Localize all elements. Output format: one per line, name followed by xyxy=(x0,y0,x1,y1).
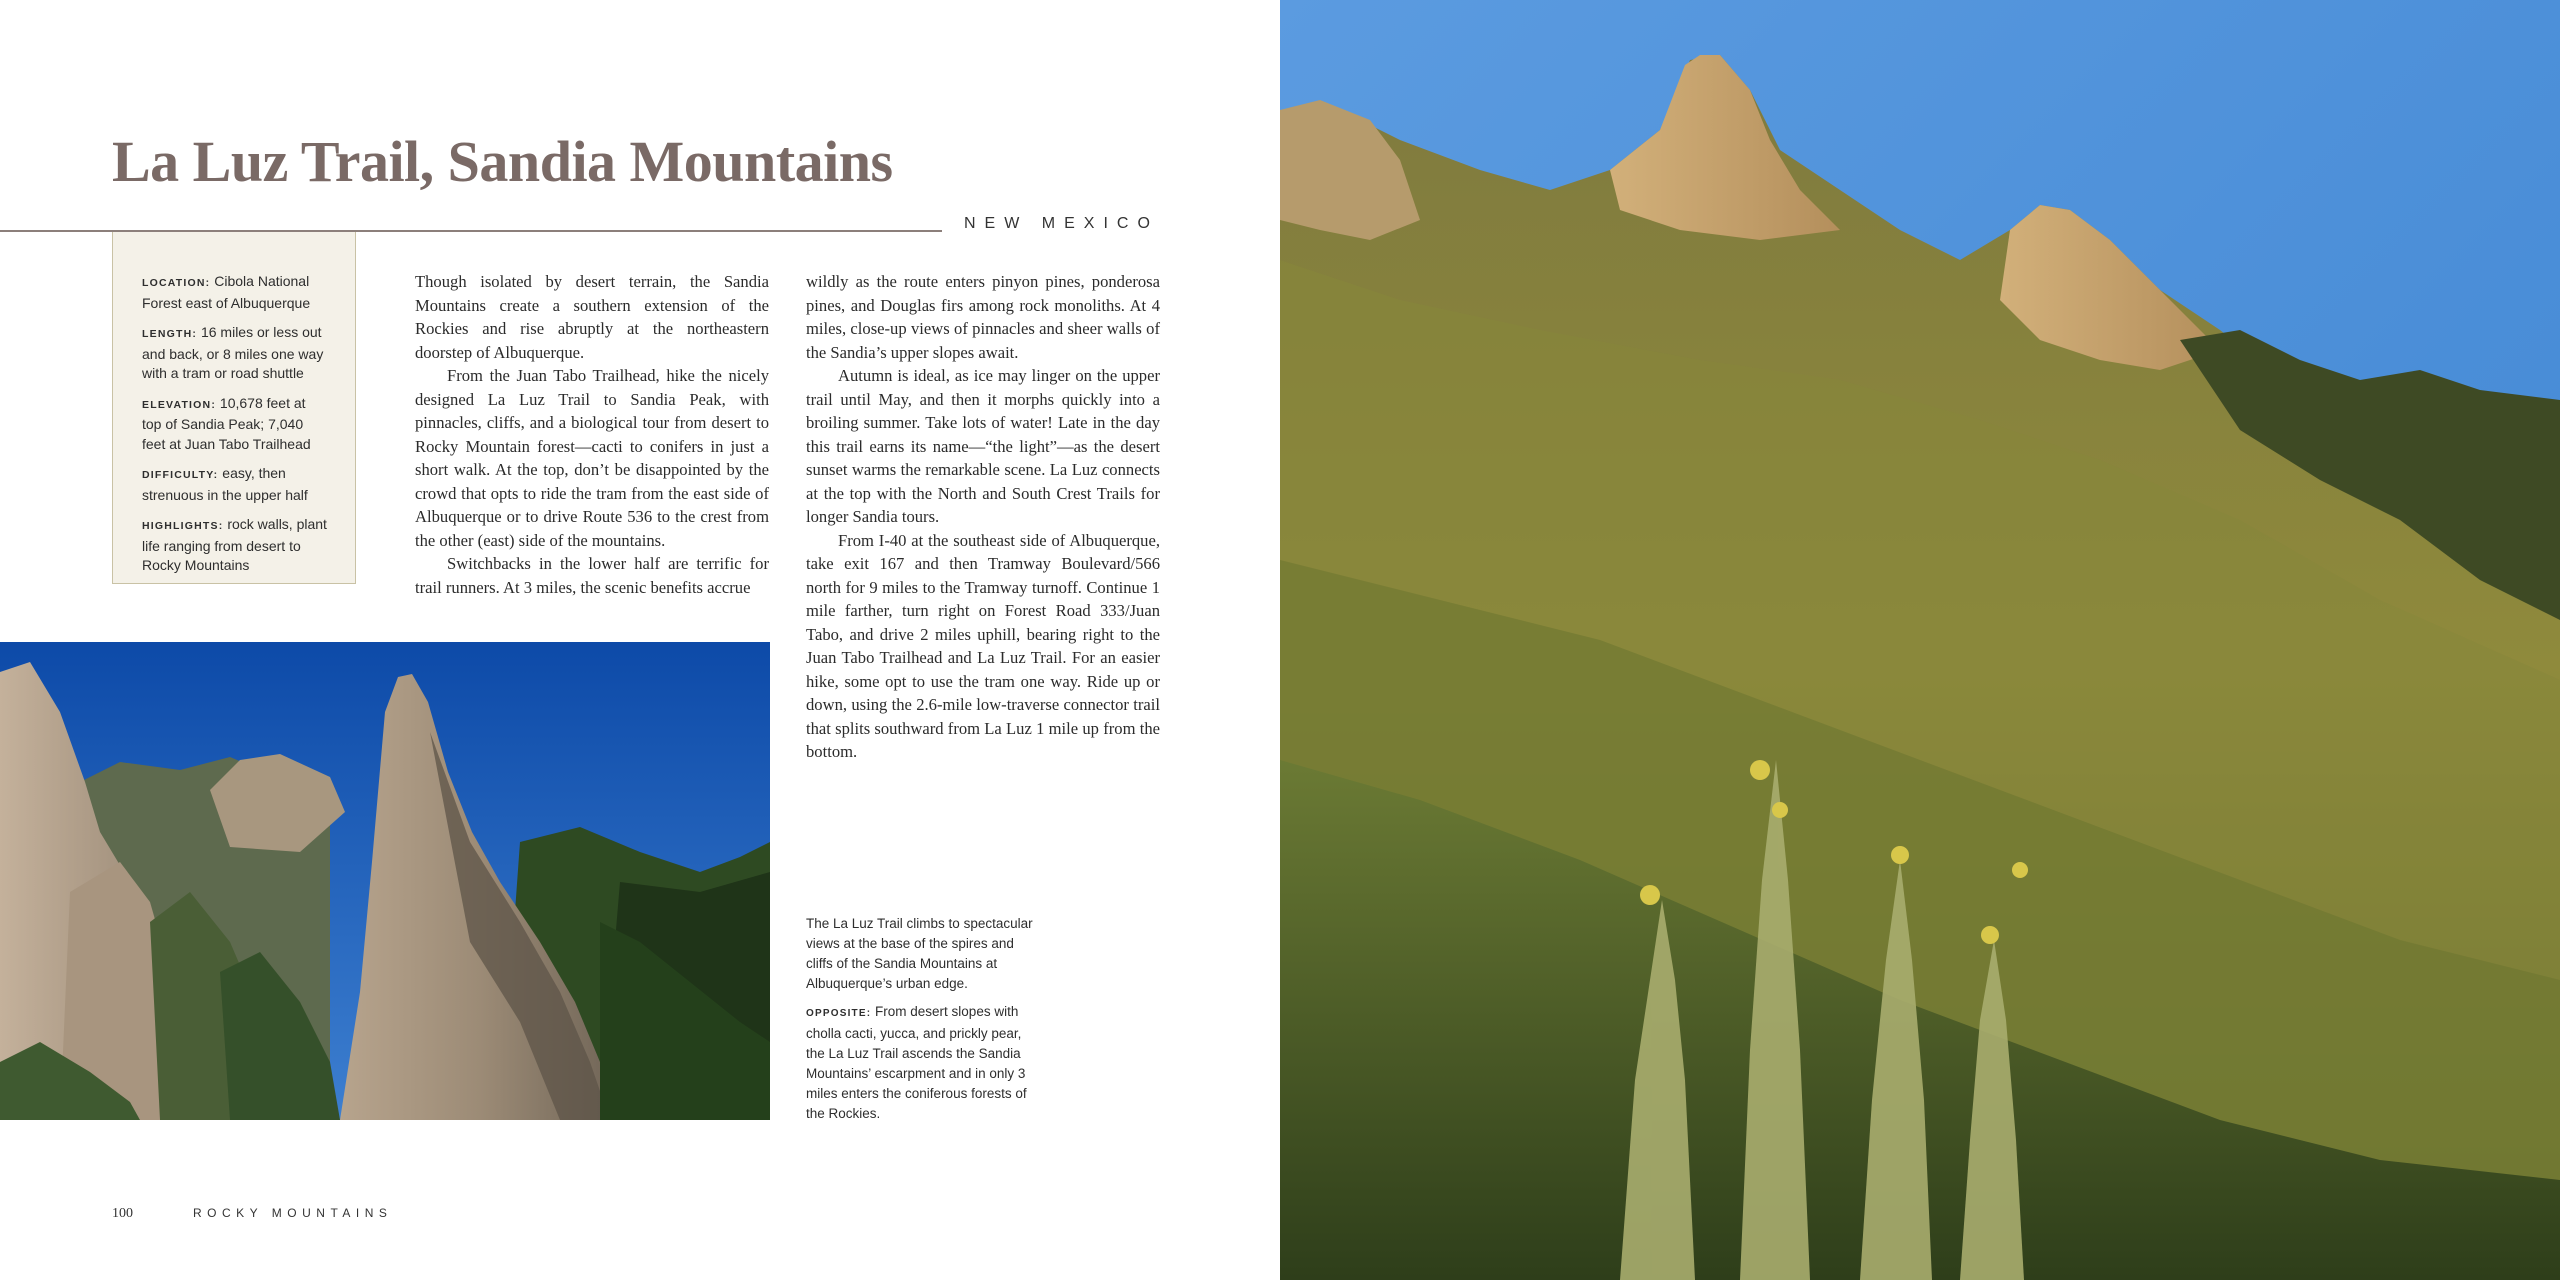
sidebar-item-elevation xyxy=(142,394,327,455)
trail-facts-sidebar xyxy=(112,232,356,584)
sidebar-label: LENGTH: xyxy=(142,328,198,340)
caption-opposite-text: From desert slopes with cholla cacti, yucca, and prickly pear, the La Luz Trail ascends the Sandia Mountains’ escarpment and in only 3 miles enters the coniferous forests of the Rockies. xyxy=(806,1004,1027,1121)
body-column-1 xyxy=(415,270,769,599)
body-paragraph: wildly as the route enters pinyon pines, ponderosa pines, and Douglas firs among rock monoliths. At 4 miles, close-up views of pinnacles and sheer walls of the Sandia’s upper slopes await. xyxy=(806,272,1160,362)
sidebar-text: easy, then strenuous in the upper half xyxy=(142,465,308,503)
body-paragraph: Autumn is ideal, as ice may linger on the upper trail until May, and then it morphs quickly into a broiling summer. Take lots of water! Late in the day this trail earns its name—“the light”—as the desert sunset warms the remarkable scene. La Luz connects at the top with the North and South Crest Trails for longer Sandia tours. xyxy=(806,366,1160,526)
caption-opposite xyxy=(806,1002,1036,1124)
body-column-2 xyxy=(806,270,1160,764)
body-paragraph: Switchbacks in the lower half are terrific for trail runners. At 3 miles, the scenic benefits accrue xyxy=(415,554,769,597)
running-head: ROCKY MOUNTAINS xyxy=(193,1206,393,1220)
sidebar-text: 16 miles or less out and back, or 8 miles one way with a tram or road shuttle xyxy=(142,324,324,381)
page-number: 100 xyxy=(112,1206,133,1221)
sidebar-item-highlights xyxy=(142,515,327,576)
sidebar-label: LOCATION: xyxy=(142,277,211,289)
sidebar-text: rock walls, plant life ranging from desert to Rocky Mountains xyxy=(142,516,327,573)
photo-caption xyxy=(806,914,1036,1132)
sidebar-item-location xyxy=(142,272,327,313)
body-paragraph: From the Juan Tabo Trailhead, hike the nicely designed La Luz Trail to Sandia Peak, with pinnacles, cliffs, and a biological tour from desert to Rocky Mountain forest—cacti to conifers in just a short walk. At the top, don’t be disappointed by the crowd that opts to ride the tram from the east side of Albuquerque or to drive Route 536 to the crest from the other (east) side of the mountains. xyxy=(415,366,769,550)
sidebar-text: Cibola National Forest east of Albuquerque xyxy=(142,273,311,311)
body-paragraph: Though isolated by desert terrain, the Sandia Mountains create a southern extension of the Rockies and rise abruptly at the northeastern doorstep of Albuquerque. xyxy=(415,272,769,362)
sidebar-text: 10,678 feet at top of Sandia Peak; 7,040 feet at Juan Tabo Trailhead xyxy=(142,394,311,452)
page-title: La Luz Trail, Sandia Mountains xyxy=(112,129,893,194)
sidebar-label: DIFFICULTY: xyxy=(142,469,219,481)
spires-photo xyxy=(0,642,770,1120)
sidebar-label: HIGHLIGHTS: xyxy=(142,520,224,532)
sidebar-item-length xyxy=(142,323,327,384)
sidebar-label: ELEVATION: xyxy=(142,398,217,411)
caption-main: The La Luz Trail climbs to spectacular views at the base of the spires and cliffs of the Sandia Mountains at Albuquerque’s urban edge. xyxy=(806,916,1033,991)
sidebar-item-difficulty xyxy=(142,464,327,505)
caption-opposite-label: OPPOSITE: xyxy=(806,1008,872,1019)
region-label: NEW MEXICO xyxy=(964,215,1159,232)
hillside-photo xyxy=(1280,0,2560,1280)
body-paragraph: From I-40 at the southeast side of Albuquerque, take exit 167 and then Tramway Boulevard/566 north for 9 miles to the Tramway turnoff. Continue 1 mile farther, turn right on Forest Road 333/Juan Tabo, and drive 2 miles uphill, bearing right to the Juan Tabo Trailhead and La Luz Trail. For an easier hike, some opt to use the tram one way. Ride up or down, using the 2.6-mile low-traverse connector trail that splits southward from La Luz 1 mile up from the bottom. xyxy=(806,530,1160,761)
